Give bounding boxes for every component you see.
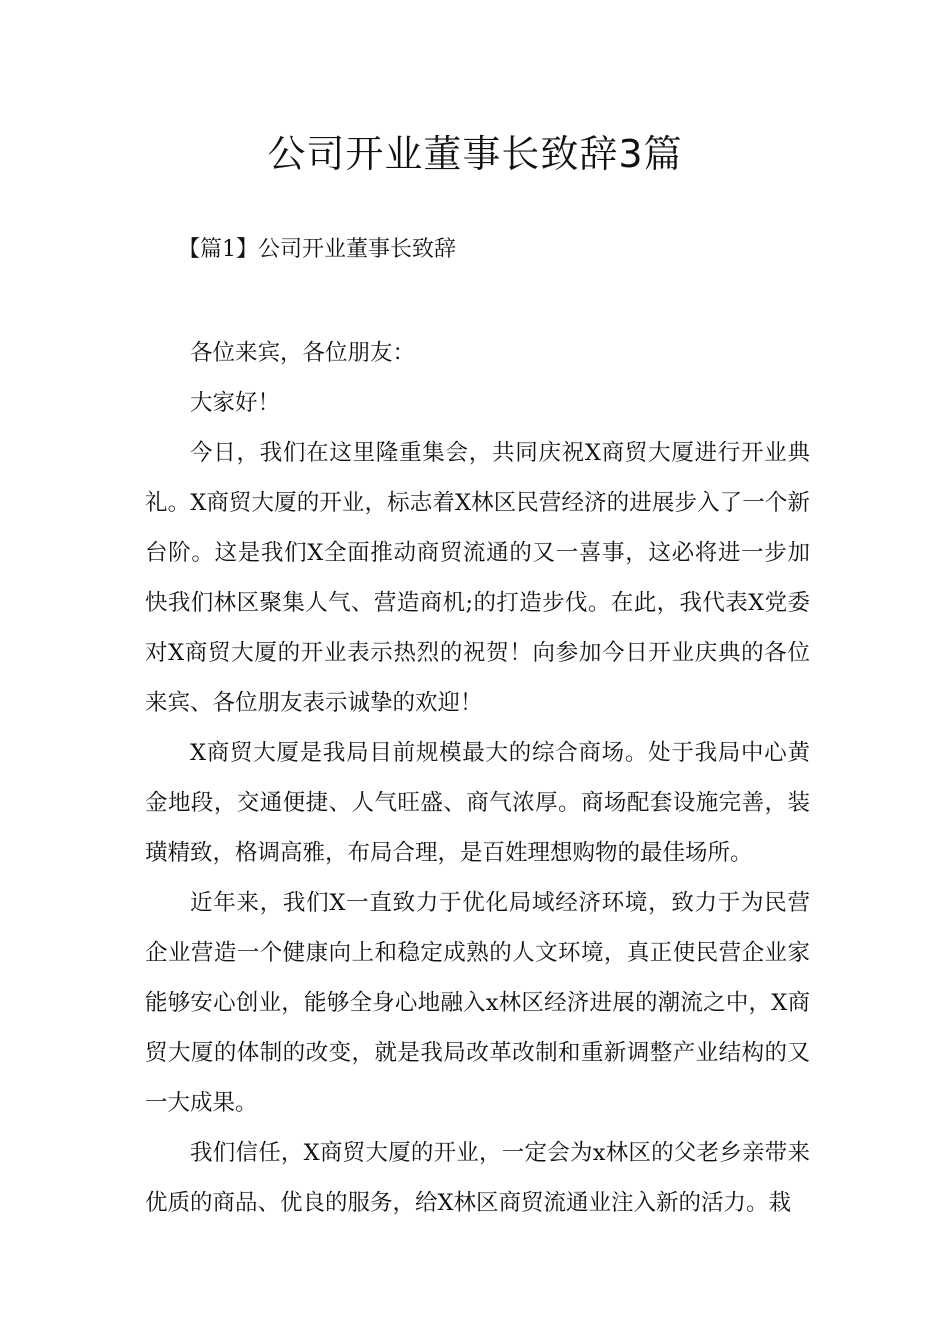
section-heading: 【篇1】公司开业董事长致辞 bbox=[178, 237, 456, 262]
paragraph-greeting: 各位来宾，各位朋友： bbox=[190, 340, 416, 366]
paragraph-mall-description: X商贸大厦是我局目前规模最大的综合商场。处于我局中心黄金地段，交通便捷、人气旺盛、商气浓厚。商场配套设施完善，装璜精致，格调高雅，布局合理，是百姓理想购物的最佳场所。 bbox=[145, 740, 810, 866]
document-title: 公司开业董事长致辞3篇 bbox=[267, 132, 683, 176]
paragraph-ceremony: 今日，我们在这里隆重集会，共同庆祝X商贸大厦进行开业典礼。X商贸大厦的开业，标志着X林区民营经济的进展步入了一个新台阶。这是我们X全面推动商贸流通的又一喜事，这必将进一步加快我们林区聚集人气、营造商机;的打造步伐。在此，我代表X党委对X商贸大厦的开业表示热烈的祝贺！向参加今日开业庆典的各位来宾、各位朋友表示诚挚的欢迎！ bbox=[145, 440, 810, 716]
paragraph-hello: 大家好！ bbox=[190, 390, 281, 416]
paragraph-belief: 我们信任，X商贸大厦的开业，一定会为x林区的父老乡亲带来优质的商品、优良的服务，给X林区商贸流通业注入新的活力。栽 bbox=[145, 1140, 810, 1216]
paragraph-recent-years: 近年来，我们X一直致力于优化局域经济环境，致力于为民营企业营造一个健康向上和稳定成熟的人文环境，真正使民营企业家能够安心创业，能够全身心地融入x林区经济进展的潮流之中，X商贸大厦的体制的改变，就是我局改革改制和重新调整产业结构的又一大成果。 bbox=[145, 890, 810, 1116]
document-body bbox=[145, 328, 810, 1228]
